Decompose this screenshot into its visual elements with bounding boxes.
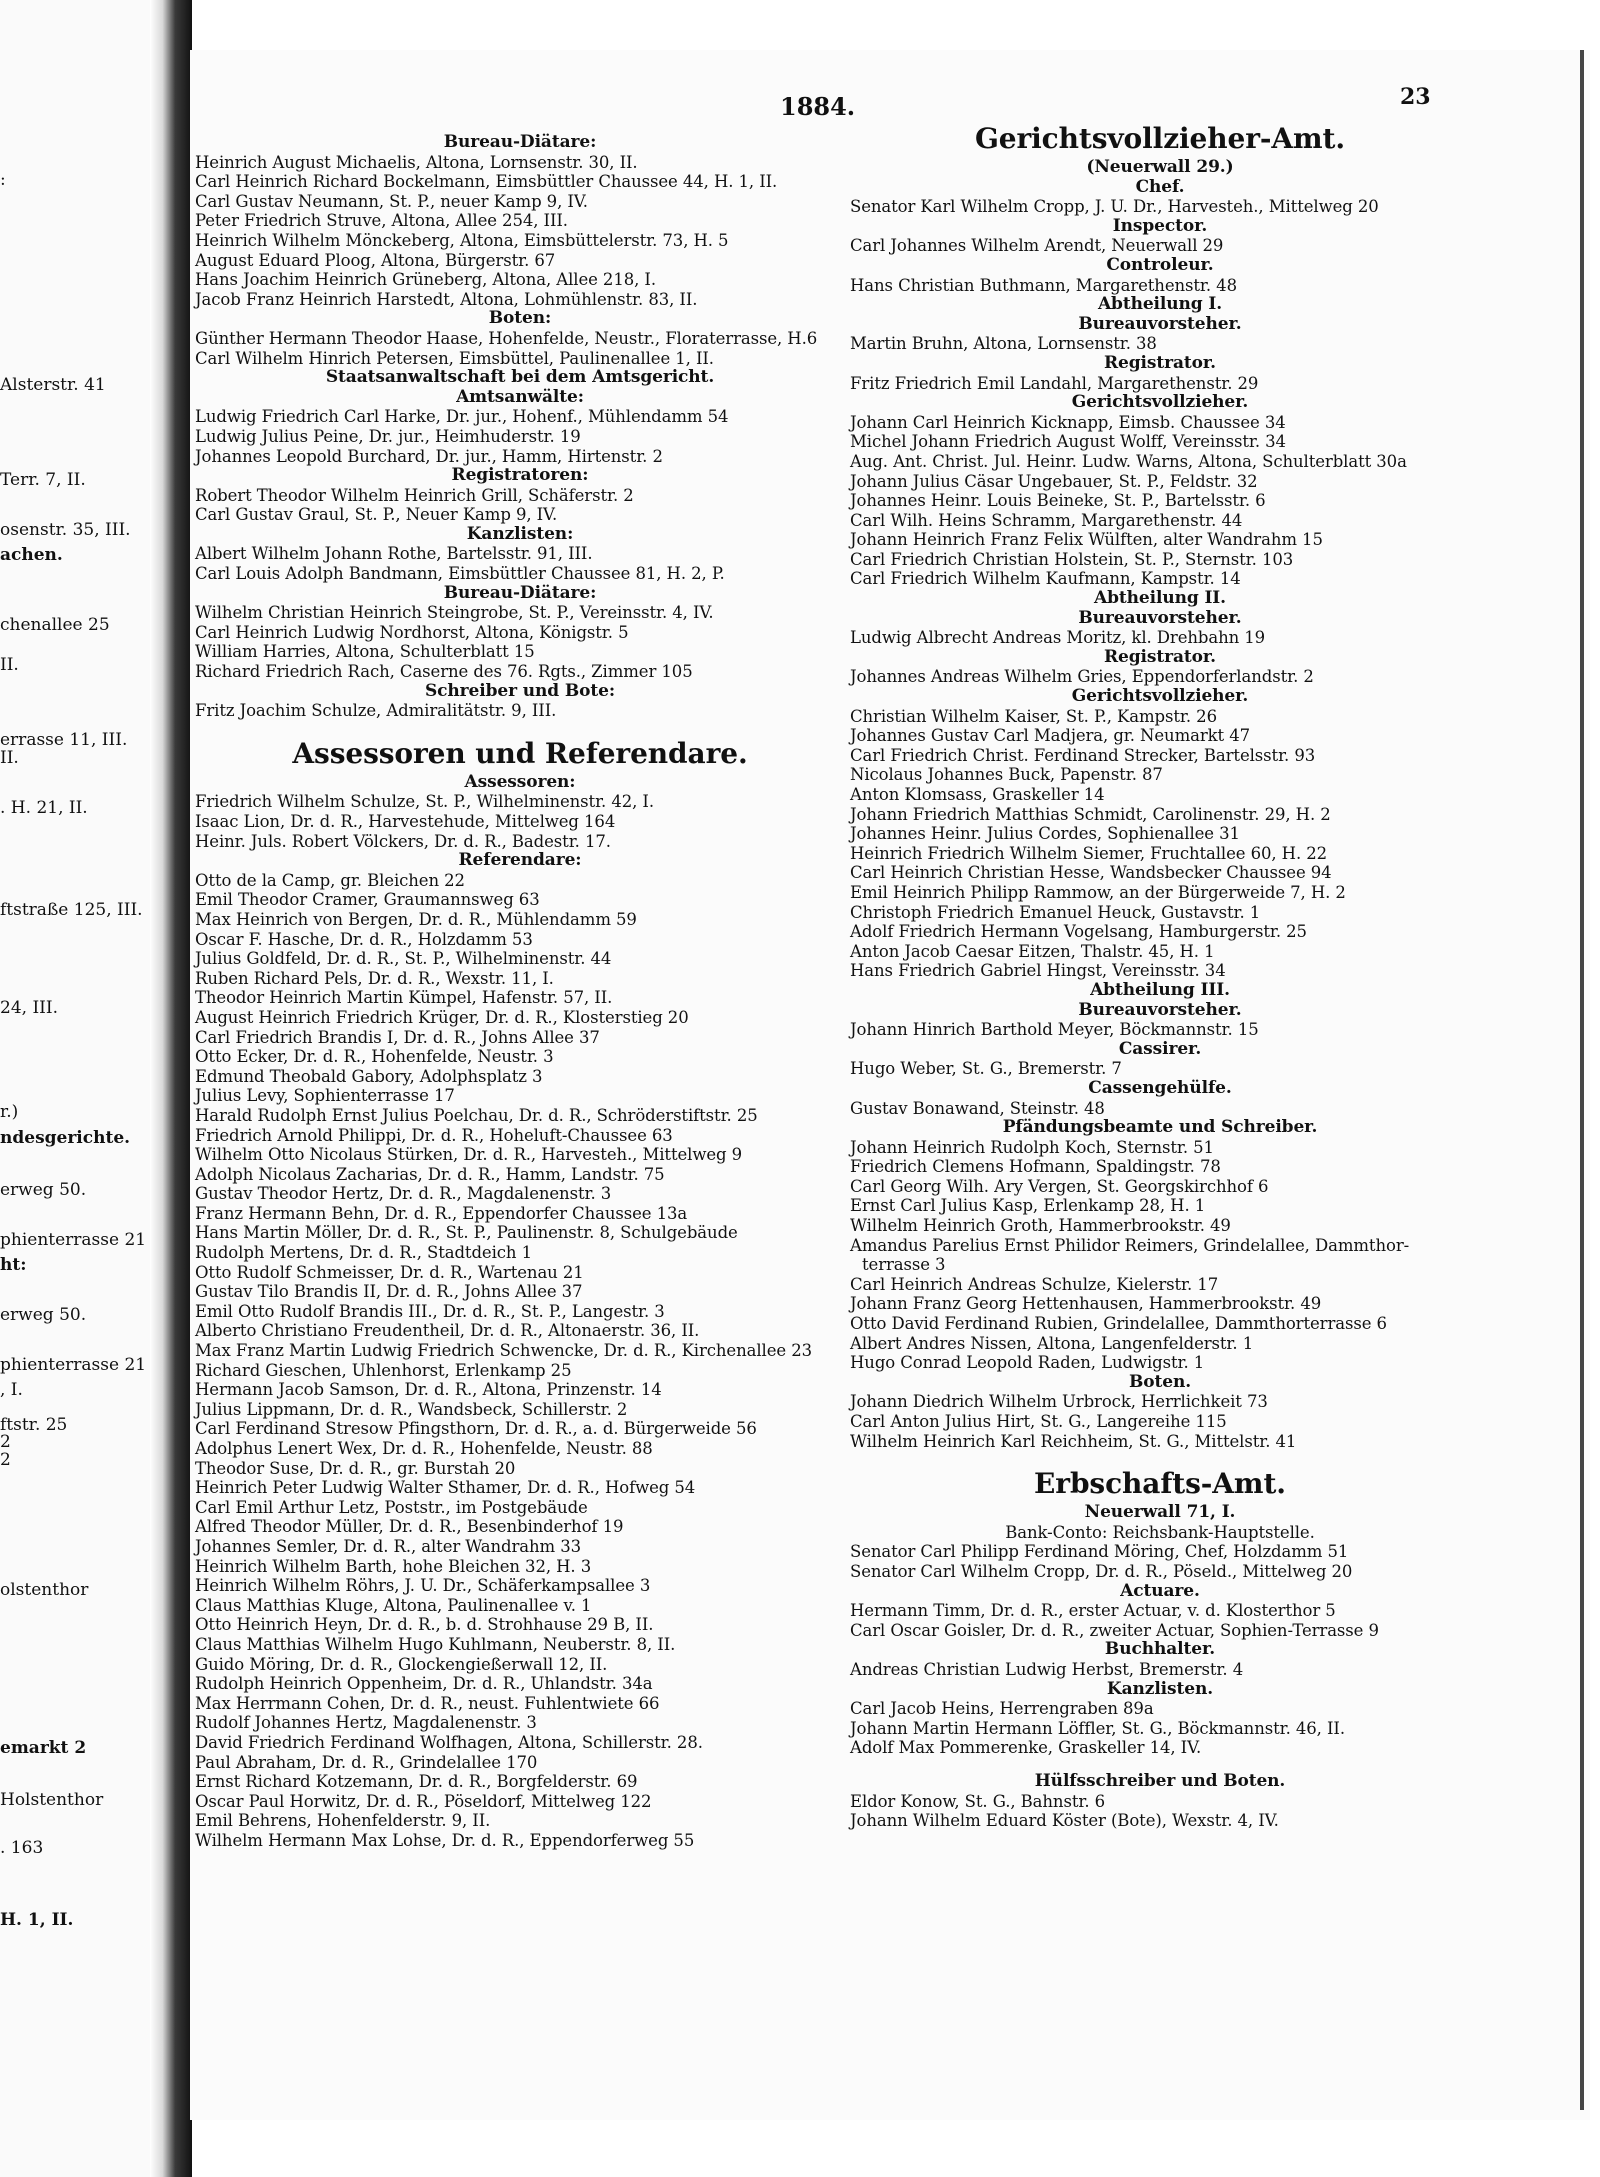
directory-entry: Gustav Tilo Brandis II, Dr. d. R., Johns Allee 37 — [195, 1282, 583, 1302]
directory-entry: Otto Ecker, Dr. d. R., Hohenfelde, Neustr. 3 — [195, 1047, 554, 1067]
section-heading: Abtheilung II. — [1094, 588, 1226, 609]
left-page-fragment: II. — [0, 748, 19, 768]
directory-entry: Carl Emil Arthur Letz, Poststr., im Postgebäude — [195, 1497, 588, 1517]
directory-entry: Richard Friedrich Rach, Caserne des 76. Rgts., Zimmer 105 — [195, 662, 693, 682]
left-page-fragment: ftstr. 25 — [0, 1415, 68, 1435]
left-page-fragment: chenallee 25 — [0, 615, 110, 635]
directory-entry: Otto Heinrich Heyn, Dr. d. R., b. d. Strohhause 29 B, II. — [195, 1615, 654, 1635]
left-page-fragment: osenstr. 35, III. — [0, 520, 131, 540]
right-column — [850, 120, 1470, 1831]
directory-entry: Johann Heinrich Rudolph Koch, Sternstr. 51 — [850, 1137, 1214, 1157]
left-page-fragment: 24, III. — [0, 998, 58, 1018]
directory-entry: Carl Heinrich Christian Hesse, Wandsbecker Chaussee 94 — [850, 863, 1332, 883]
section-heading: Pfändungsbeamte und Schreiber. — [1002, 1117, 1318, 1138]
directory-entry: Senator Karl Wilhelm Cropp, J. U. Dr., Harvesteh., Mittelweg 20 — [850, 197, 1379, 217]
directory-entry: Paul Abraham, Dr. d. R., Grindelallee 170 — [195, 1752, 538, 1772]
directory-entry: Johann Julius Cäsar Ungebauer, St. P., Feldstr. 32 — [850, 471, 1258, 491]
directory-entry: Emil Heinrich Philipp Rammow, an der Bürgerweide 7, H. 2 — [850, 882, 1346, 902]
directory-entry: Johannes Heinr. Julius Cordes, Sophienallee 31 — [850, 824, 1240, 844]
section-heading: Registrator. — [1104, 646, 1216, 667]
directory-entry: Nicolaus Johannes Buck, Papenstr. 87 — [850, 765, 1163, 785]
directory-entry: Wilhelm Christian Heinrich Steingrobe, St. P., Vereinsstr. 4, IV. — [195, 603, 714, 623]
directory-entry: Albert Wilhelm Johann Rothe, Bartelsstr. 91, III. — [195, 544, 593, 564]
spacer — [850, 1451, 1470, 1465]
left-page-fragment: : — [0, 170, 6, 190]
directory-entry: Emil Theodor Cramer, Graumannsweg 63 — [195, 890, 540, 910]
directory-entry: Anton Jacob Caesar Eitzen, Thalstr. 45, H. 1 — [850, 941, 1215, 961]
left-page-fragment: ht: — [0, 1255, 27, 1275]
directory-entry: Edmund Theobald Gabory, Adolphsplatz 3 — [195, 1066, 543, 1086]
directory-entry: Carl Heinrich Ludwig Nordhorst, Altona, Königstr. 5 — [195, 622, 629, 642]
directory-entry: Gustav Theodor Hertz, Dr. d. R., Magdalenenstr. 3 — [195, 1184, 612, 1204]
directory-entry: Carl Heinrich Andreas Schulze, Kielerstr. 17 — [850, 1274, 1219, 1294]
left-page-fragment: II. — [0, 655, 19, 675]
left-page-fragment: H. 1, II. — [0, 1910, 74, 1930]
directory-entry: terrasse 3 — [862, 1255, 946, 1275]
directory-entry: Isaac Lion, Dr. d. R., Harvestehude, Mittelweg 164 — [195, 812, 616, 831]
directory-entry: Otto David Ferdinand Rubien, Grindelallee, Dammthorterrasse 6 — [850, 1314, 1387, 1334]
left-page-edge — [0, 0, 150, 2177]
directory-entry: Anton Klomsass, Graskeller 14 — [850, 785, 1105, 804]
directory-entry: Rudolph Heinrich Oppenheim, Dr. d. R., Uhlandstr. 34a — [195, 1674, 653, 1694]
directory-entry: Carl Jacob Heins, Herrengraben 89a — [850, 1699, 1154, 1719]
directory-entry: Hans Martin Möller, Dr. d. R., St. P., Paulinenstr. 8, Schulgebäude — [195, 1223, 738, 1243]
left-page-fragment: ftstraße 125, III. — [0, 900, 143, 920]
section-heading: Cassirer. — [1118, 1038, 1202, 1059]
directory-entry: Carl Gustav Graul, St. P., Neuer Kamp 9, IV. — [195, 505, 558, 525]
section-heading: Boten: — [488, 308, 552, 329]
directory-entry: Theodor Heinrich Martin Kümpel, Hafenstr. 57, II. — [195, 988, 613, 1008]
directory-entry: Robert Theodor Wilhelm Heinrich Grill, Schäferstr. 2 — [195, 485, 634, 505]
directory-entry: Carl Friedrich Christ. Ferdinand Strecker, Bartelsstr. 93 — [850, 745, 1316, 765]
spacer — [850, 1758, 1470, 1772]
section-heading: Cassengehülfe. — [1088, 1077, 1232, 1098]
directory-entry: Heinr. Juls. Robert Völckers, Dr. d. R., Badestr. 17. — [195, 831, 611, 851]
directory-entry: Johannes Heinr. Louis Beineke, St. P., Bartelsstr. 6 — [850, 491, 1266, 511]
directory-entry: Albert Andres Nissen, Altona, Langenfelderstr. 1 — [850, 1333, 1254, 1353]
section-heading: Registratoren: — [451, 465, 589, 486]
section-heading: Staatsanwaltschaft bei dem Amtsgericht. — [325, 367, 715, 388]
directory-entry: Ludwig Julius Peine, Dr. jur., Heimhuderstr. 19 — [195, 426, 581, 446]
directory-entry: Johann Martin Hermann Löffler, St. G., Böckmannstr. 46, II. — [850, 1718, 1345, 1738]
directory-entry: Johann Carl Heinrich Kicknapp, Eimsb. Chaussee 34 — [850, 412, 1286, 432]
left-page-fragment: Holstenthor — [0, 1790, 104, 1810]
directory-entry: Günther Hermann Theodor Haase, Hohenfelde, Neustr., Floraterrasse, H.6 — [195, 328, 818, 348]
directory-entry: Carl Louis Adolph Bandmann, Eimsbüttler Chaussee 81, H. 2, P. — [195, 564, 725, 584]
directory-entry: Hans Joachim Heinrich Grüneberg, Altona, Allee 218, I. — [195, 270, 656, 290]
directory-entry: Fritz Joachim Schulze, Admiralitätstr. 9, III. — [195, 701, 557, 721]
section-heading: Amtsanwälte: — [456, 386, 584, 407]
directory-entry: Johann Wilhelm Eduard Köster (Bote), Wexstr. 4, IV. — [850, 1811, 1279, 1831]
section-heading: Assessoren: — [464, 771, 576, 792]
section-heading: Buchhalter. — [1104, 1639, 1216, 1660]
directory-entry: Carl Heinrich Richard Bockelmann, Eimsbüttler Chaussee 44, H. 1, II. — [195, 172, 778, 192]
directory-entry: Carl Wilh. Heins Schramm, Margarethenstr. 44 — [850, 510, 1243, 530]
section-heading: Bureau-Diätare: — [443, 582, 597, 603]
spacer — [195, 721, 845, 735]
directory-entry: Wilhelm Heinrich Karl Reichheim, St. G., Mittelstr. 41 — [850, 1431, 1297, 1451]
directory-entry: Julius Goldfeld, Dr. d. R., St. P., Wilhelminenstr. 44 — [195, 949, 612, 969]
section-heading: Gerichtsvollzieher. — [1071, 392, 1249, 413]
left-page-fragment: 2 — [0, 1432, 11, 1452]
directory-entry: William Harries, Altona, Schulterblatt 15 — [195, 642, 535, 662]
directory-entry: Hermann Jacob Samson, Dr. d. R., Altona, Prinzenstr. 14 — [195, 1380, 662, 1400]
directory-entry: Ludwig Albrecht Andreas Moritz, kl. Drehbahn 19 — [850, 628, 1266, 648]
directory-entry: Wilhelm Otto Nicolaus Stürken, Dr. d. R., Harvesteh., Mittelweg 9 — [195, 1145, 743, 1165]
section-title: Erbschafts-Amt. — [1034, 1467, 1286, 1501]
directory-entry: Carl Oscar Goisler, Dr. d. R., zweiter Actuar, Sophien-Terrasse 9 — [850, 1620, 1379, 1640]
directory-entry: Heinrich Wilhelm Mönckeberg, Altona, Eimsbüttelerstr. 73, H. 5 — [195, 230, 729, 250]
directory-entry: Johann Hinrich Barthold Meyer, Böckmannstr. 15 — [850, 1020, 1259, 1040]
section-heading: Kanzlisten. — [1106, 1678, 1214, 1699]
directory-entry: Friedrich Clemens Hofmann, Spaldingstr. 78 — [850, 1157, 1221, 1177]
left-page-fragment: , I. — [0, 1380, 23, 1400]
directory-entry: Carl Johannes Wilhelm Arendt, Neuerwall 29 — [850, 236, 1224, 256]
directory-entry: Michel Johann Friedrich August Wolff, Vereinsstr. 34 — [850, 432, 1286, 452]
section-heading: Abtheilung I. — [1097, 294, 1223, 315]
directory-entry: Gustav Bonawand, Steinstr. 48 — [850, 1098, 1105, 1118]
left-page-fragment: phienterrasse 21 — [0, 1355, 147, 1375]
directory-entry: Fritz Friedrich Emil Landahl, Margarethenstr. 29 — [850, 373, 1259, 393]
directory-entry: Wilhelm Heinrich Groth, Hammerbrookstr. 49 — [850, 1216, 1231, 1236]
directory-entry: Carl Friedrich Brandis I, Dr. d. R., Johns Allee 37 — [195, 1027, 600, 1047]
section-heading: Actuare. — [1120, 1580, 1200, 1601]
directory-entry: Carl Wilhelm Hinrich Petersen, Eimsbüttel, Paulinenallee 1, II. — [195, 348, 714, 368]
left-page-fragment: emarkt 2 — [0, 1738, 87, 1758]
book-spine — [150, 0, 192, 2177]
directory-entry: Aug. Ant. Christ. Jul. Heinr. Ludw. Warns, Altona, Schulterblatt 30a — [850, 451, 1407, 471]
directory-entry: Adolph Nicolaus Zacharias, Dr. d. R., Hamm, Landstr. 75 — [195, 1164, 665, 1184]
directory-entry: Ernst Carl Julius Kasp, Erlenkamp 28, H. 1 — [850, 1196, 1206, 1216]
directory-entry: Johannes Semler, Dr. d. R., alter Wandrahm 33 — [195, 1536, 581, 1556]
section-heading: Boten. — [1128, 1371, 1192, 1392]
directory-entry: Alfred Theodor Müller, Dr. d. R., Besenbinderhof 19 — [195, 1517, 624, 1537]
section-heading: Bureauvorsteher. — [1078, 607, 1242, 628]
left-page-fragment: erweg 50. — [0, 1180, 87, 1200]
section-heading: Abtheilung III. — [1090, 979, 1230, 1000]
directory-entry: Guido Möring, Dr. d. R., Glockengießerwall 12, II. — [195, 1654, 608, 1674]
section-heading: Bureauvorsteher. — [1078, 999, 1242, 1020]
directory-entry: Martin Bruhn, Altona, Lornsenstr. 38 — [850, 334, 1157, 354]
section-heading: Registrator. — [1104, 352, 1216, 373]
directory-entry: Christoph Friedrich Emanuel Heuck, Gustavstr. 1 — [850, 902, 1261, 922]
section-heading: Bureauvorsteher. — [1078, 313, 1242, 334]
directory-entry: Johannes Andreas Wilhelm Gries, Eppendorferlandstr. 2 — [850, 667, 1314, 687]
directory-entry: Julius Lippmann, Dr. d. R., Wandsbeck, Schillerstr. 2 — [195, 1399, 628, 1419]
left-page-fragment: Terr. 7, II. — [0, 470, 86, 490]
directory-entry: David Friedrich Ferdinand Wolfhagen, Altona, Schillerstr. 28. — [195, 1732, 703, 1752]
section-heading: Bureau-Diätare: — [443, 132, 597, 152]
left-column — [195, 133, 845, 1850]
directory-entry: Heinrich Friedrich Wilhelm Siemer, Fruchtallee 60, H. 22 — [850, 843, 1328, 863]
section-heading: Referendare: — [458, 850, 582, 871]
directory-entry: Johann Heinrich Franz Felix Wülften, alter Wandrahm 15 — [850, 530, 1323, 550]
left-page-fragment: errasse 11, III. — [0, 730, 128, 750]
directory-entry: Harald Rudolph Ernst Julius Poelchau, Dr. d. R., Schröderstiftstr. 25 — [195, 1105, 758, 1125]
page-number: 23 — [1400, 84, 1431, 110]
section-note: Bank-Conto: Reichsbank-Hauptstelle. — [1005, 1522, 1315, 1542]
directory-entry: Julius Levy, Sophienterrasse 17 — [195, 1086, 455, 1106]
directory-entry: Carl Friedrich Wilhelm Kaufmann, Kampstr. 14 — [850, 569, 1241, 589]
directory-entry: Friedrich Arnold Philippi, Dr. d. R., Hoheluft-Chaussee 63 — [195, 1125, 673, 1145]
left-page-fragment: . 163 — [0, 1838, 44, 1858]
directory-entry: Oscar Paul Horwitz, Dr. d. R., Pöseldorf, Mittelweg 122 — [195, 1791, 652, 1811]
directory-entry: Claus Matthias Wilhelm Hugo Kuhlmann, Neuberstr. 8, II. — [195, 1634, 676, 1654]
left-page-fragment: . H. 21, II. — [0, 798, 88, 818]
directory-entry: Otto Rudolf Schmeisser, Dr. d. R., Wartenau 21 — [195, 1262, 584, 1282]
directory-entry: Heinrich August Michaelis, Altona, Lornsenstr. 30, II. — [195, 152, 638, 172]
directory-entry: Ludwig Friedrich Carl Harke, Dr. jur., Hohenf., Mühlendamm 54 — [195, 407, 729, 427]
directory-entry: Otto de la Camp, gr. Bleichen 22 — [195, 870, 465, 890]
directory-entry: Max Franz Martin Ludwig Friedrich Schwencke, Dr. d. R., Kirchenallee 23 — [195, 1341, 812, 1361]
directory-entry: Adolf Friedrich Hermann Vogelsang, Hamburgerstr. 25 — [850, 922, 1307, 942]
directory-entry: Jacob Franz Heinrich Harstedt, Altona, Lohmühlenstr. 83, II. — [195, 289, 698, 309]
directory-entry: Senator Carl Philipp Ferdinand Möring, Chef, Holzdamm 51 — [850, 1542, 1349, 1562]
directory-entry: Hugo Conrad Leopold Raden, Ludwigstr. 1 — [850, 1353, 1205, 1373]
directory-entry: Adolf Max Pommerenke, Graskeller 14, IV. — [850, 1738, 1202, 1758]
directory-entry: Adolphus Lenert Wex, Dr. d. R., Hohenfelde, Neustr. 88 — [195, 1439, 653, 1458]
directory-entry: Max Heinrich von Bergen, Dr. d. R., Mühlendamm 59 — [195, 909, 637, 929]
directory-entry: Peter Friedrich Struve, Altona, Allee 254, III. — [195, 211, 568, 231]
directory-entry: Amandus Parelius Ernst Philidor Reimers, Grindelallee, Dammthor- — [850, 1235, 1410, 1255]
directory-entry: Hugo Weber, St. G., Bremerstr. 7 — [850, 1059, 1122, 1079]
section-heading: Inspector. — [1112, 215, 1208, 236]
section-subtitle: Neuerwall 71, I. — [1084, 1502, 1236, 1523]
page-year: 1884. — [780, 92, 856, 121]
directory-entry: Oscar F. Hasche, Dr. d. R., Holzdamm 53 — [195, 929, 533, 949]
left-page-fragment: 2 — [0, 1450, 11, 1470]
directory-entry: Claus Matthias Kluge, Altona, Paulinenallee v. 1 — [195, 1595, 592, 1615]
section-heading: Schreiber und Bote: — [424, 680, 616, 701]
directory-entry: Andreas Christian Ludwig Herbst, Bremerstr. 4 — [850, 1659, 1244, 1679]
left-page-fragment: Alsterstr. 41 — [0, 375, 106, 395]
left-page-fragment: erweg 50. — [0, 1305, 87, 1325]
directory-entry: Wilhelm Hermann Max Lohse, Dr. d. R., Eppendorferweg 55 — [195, 1830, 695, 1850]
left-page-fragment: phienterrasse 21 — [0, 1230, 147, 1250]
directory-entry: Max Herrmann Cohen, Dr. d. R., neust. Fuhlentwiete 66 — [195, 1693, 660, 1713]
directory-entry: Carl Ferdinand Stresow Pfingsthorn, Dr. d. R., a. d. Bürgerweide 56 — [195, 1419, 757, 1439]
directory-entry: Heinrich Peter Ludwig Walter Sthamer, Dr. d. R., Hofweg 54 — [195, 1478, 696, 1498]
directory-entry: Emil Otto Rudolf Brandis III., Dr. d. R., St. P., Langestr. 3 — [195, 1301, 665, 1321]
directory-entry: Christian Wilhelm Kaiser, St. P., Kampstr. 26 — [850, 706, 1217, 726]
directory-entry: Johann Friedrich Matthias Schmidt, Carolinenstr. 29, H. 2 — [850, 804, 1331, 824]
section-subtitle: (Neuerwall 29.) — [1086, 157, 1234, 177]
directory-entry: August Eduard Ploog, Altona, Bürgerstr. 67 — [195, 250, 556, 270]
section-heading: Gerichtsvollzieher. — [1071, 686, 1249, 707]
left-page-fragment: ndesgerichte. — [0, 1128, 131, 1148]
directory-entry: Johannes Leopold Burchard, Dr. jur., Hamm, Hirtenstr. 2 — [195, 446, 663, 466]
directory-entry: Carl Anton Julius Hirt, St. G., Langereihe 115 — [850, 1412, 1227, 1431]
directory-entry: Johannes Gustav Carl Madjera, gr. Neumarkt 47 — [850, 726, 1251, 746]
section-heading: Kanzlisten: — [466, 523, 574, 544]
directory-entry: Richard Gieschen, Uhlenhorst, Erlenkamp 25 — [195, 1360, 572, 1380]
section-heading: Controleur. — [1106, 254, 1214, 275]
directory-entry: Alberto Christiano Freudentheil, Dr. d. R., Altonaerstr. 36, II. — [195, 1321, 700, 1341]
page-border — [1580, 50, 1584, 2110]
directory-entry: Hans Friedrich Gabriel Hingst, Vereinsstr. 34 — [850, 961, 1226, 981]
section-title: Assessoren und Referendare. — [292, 736, 748, 770]
left-page-fragment: achen. — [0, 545, 63, 565]
directory-entry: Franz Hermann Behn, Dr. d. R., Eppendorfer Chaussee 13a — [195, 1203, 688, 1223]
directory-entry: Ruben Richard Pels, Dr. d. R., Wexstr. 11, I. — [195, 968, 554, 988]
directory-entry: Rudolph Mertens, Dr. d. R., Stadtdeich 1 — [195, 1243, 532, 1263]
directory-entry: Eldor Konow, St. G., Bahnstr. 6 — [850, 1791, 1106, 1811]
directory-entry: Heinrich Wilhelm Röhrs, J. U. Dr., Schäferkampsallee 3 — [195, 1576, 651, 1596]
directory-entry: Theodor Suse, Dr. d. R., gr. Burstah 20 — [195, 1458, 516, 1478]
directory-entry: Hermann Timm, Dr. d. R., erster Actuar, v. d. Klosterthor 5 — [850, 1601, 1336, 1621]
directory-entry: Carl Georg Wilh. Ary Vergen, St. Georgskirchhof 6 — [850, 1176, 1269, 1196]
directory-entry: Emil Behrens, Hohenfelderstr. 9, II. — [195, 1811, 491, 1831]
directory-entry: Rudolf Johannes Hertz, Magdalenenstr. 3 — [195, 1713, 537, 1733]
directory-entry: August Heinrich Friedrich Krüger, Dr. d. R., Klosterstieg 20 — [195, 1007, 689, 1027]
left-page-fragment: olstenthor — [0, 1580, 89, 1600]
section-heading: Hülfsschreiber und Boten. — [1034, 1770, 1286, 1791]
directory-entry: Carl Gustav Neumann, St. P., neuer Kamp 9, IV. — [195, 191, 588, 211]
directory-entry: Carl Friedrich Christian Holstein, St. P., Sternstr. 103 — [850, 549, 1294, 569]
section-title: Gerichtsvollzieher-Amt. — [974, 122, 1346, 155]
directory-entry: Ernst Richard Kotzemann, Dr. d. R., Borgfelderstr. 69 — [195, 1772, 638, 1792]
section-heading: Chef. — [1135, 176, 1185, 197]
directory-entry: Johann Franz Georg Hettenhausen, Hammerbrookstr. 49 — [850, 1294, 1322, 1314]
directory-entry: Hans Christian Buthmann, Margarethenstr. 48 — [850, 275, 1237, 295]
directory-entry: Heinrich Wilhelm Barth, hohe Bleichen 32, H. 3 — [195, 1556, 592, 1576]
directory-entry: Friedrich Wilhelm Schulze, St. P., Wilhelminenstr. 42, I. — [195, 792, 654, 812]
left-page-fragment: r.) — [0, 1102, 19, 1122]
directory-entry: Senator Carl Wilhelm Cropp, Dr. d. R., Pöseld., Mittelweg 20 — [850, 1561, 1353, 1581]
directory-entry: Johann Diedrich Wilhelm Urbrock, Herrlichkeit 73 — [850, 1392, 1268, 1412]
